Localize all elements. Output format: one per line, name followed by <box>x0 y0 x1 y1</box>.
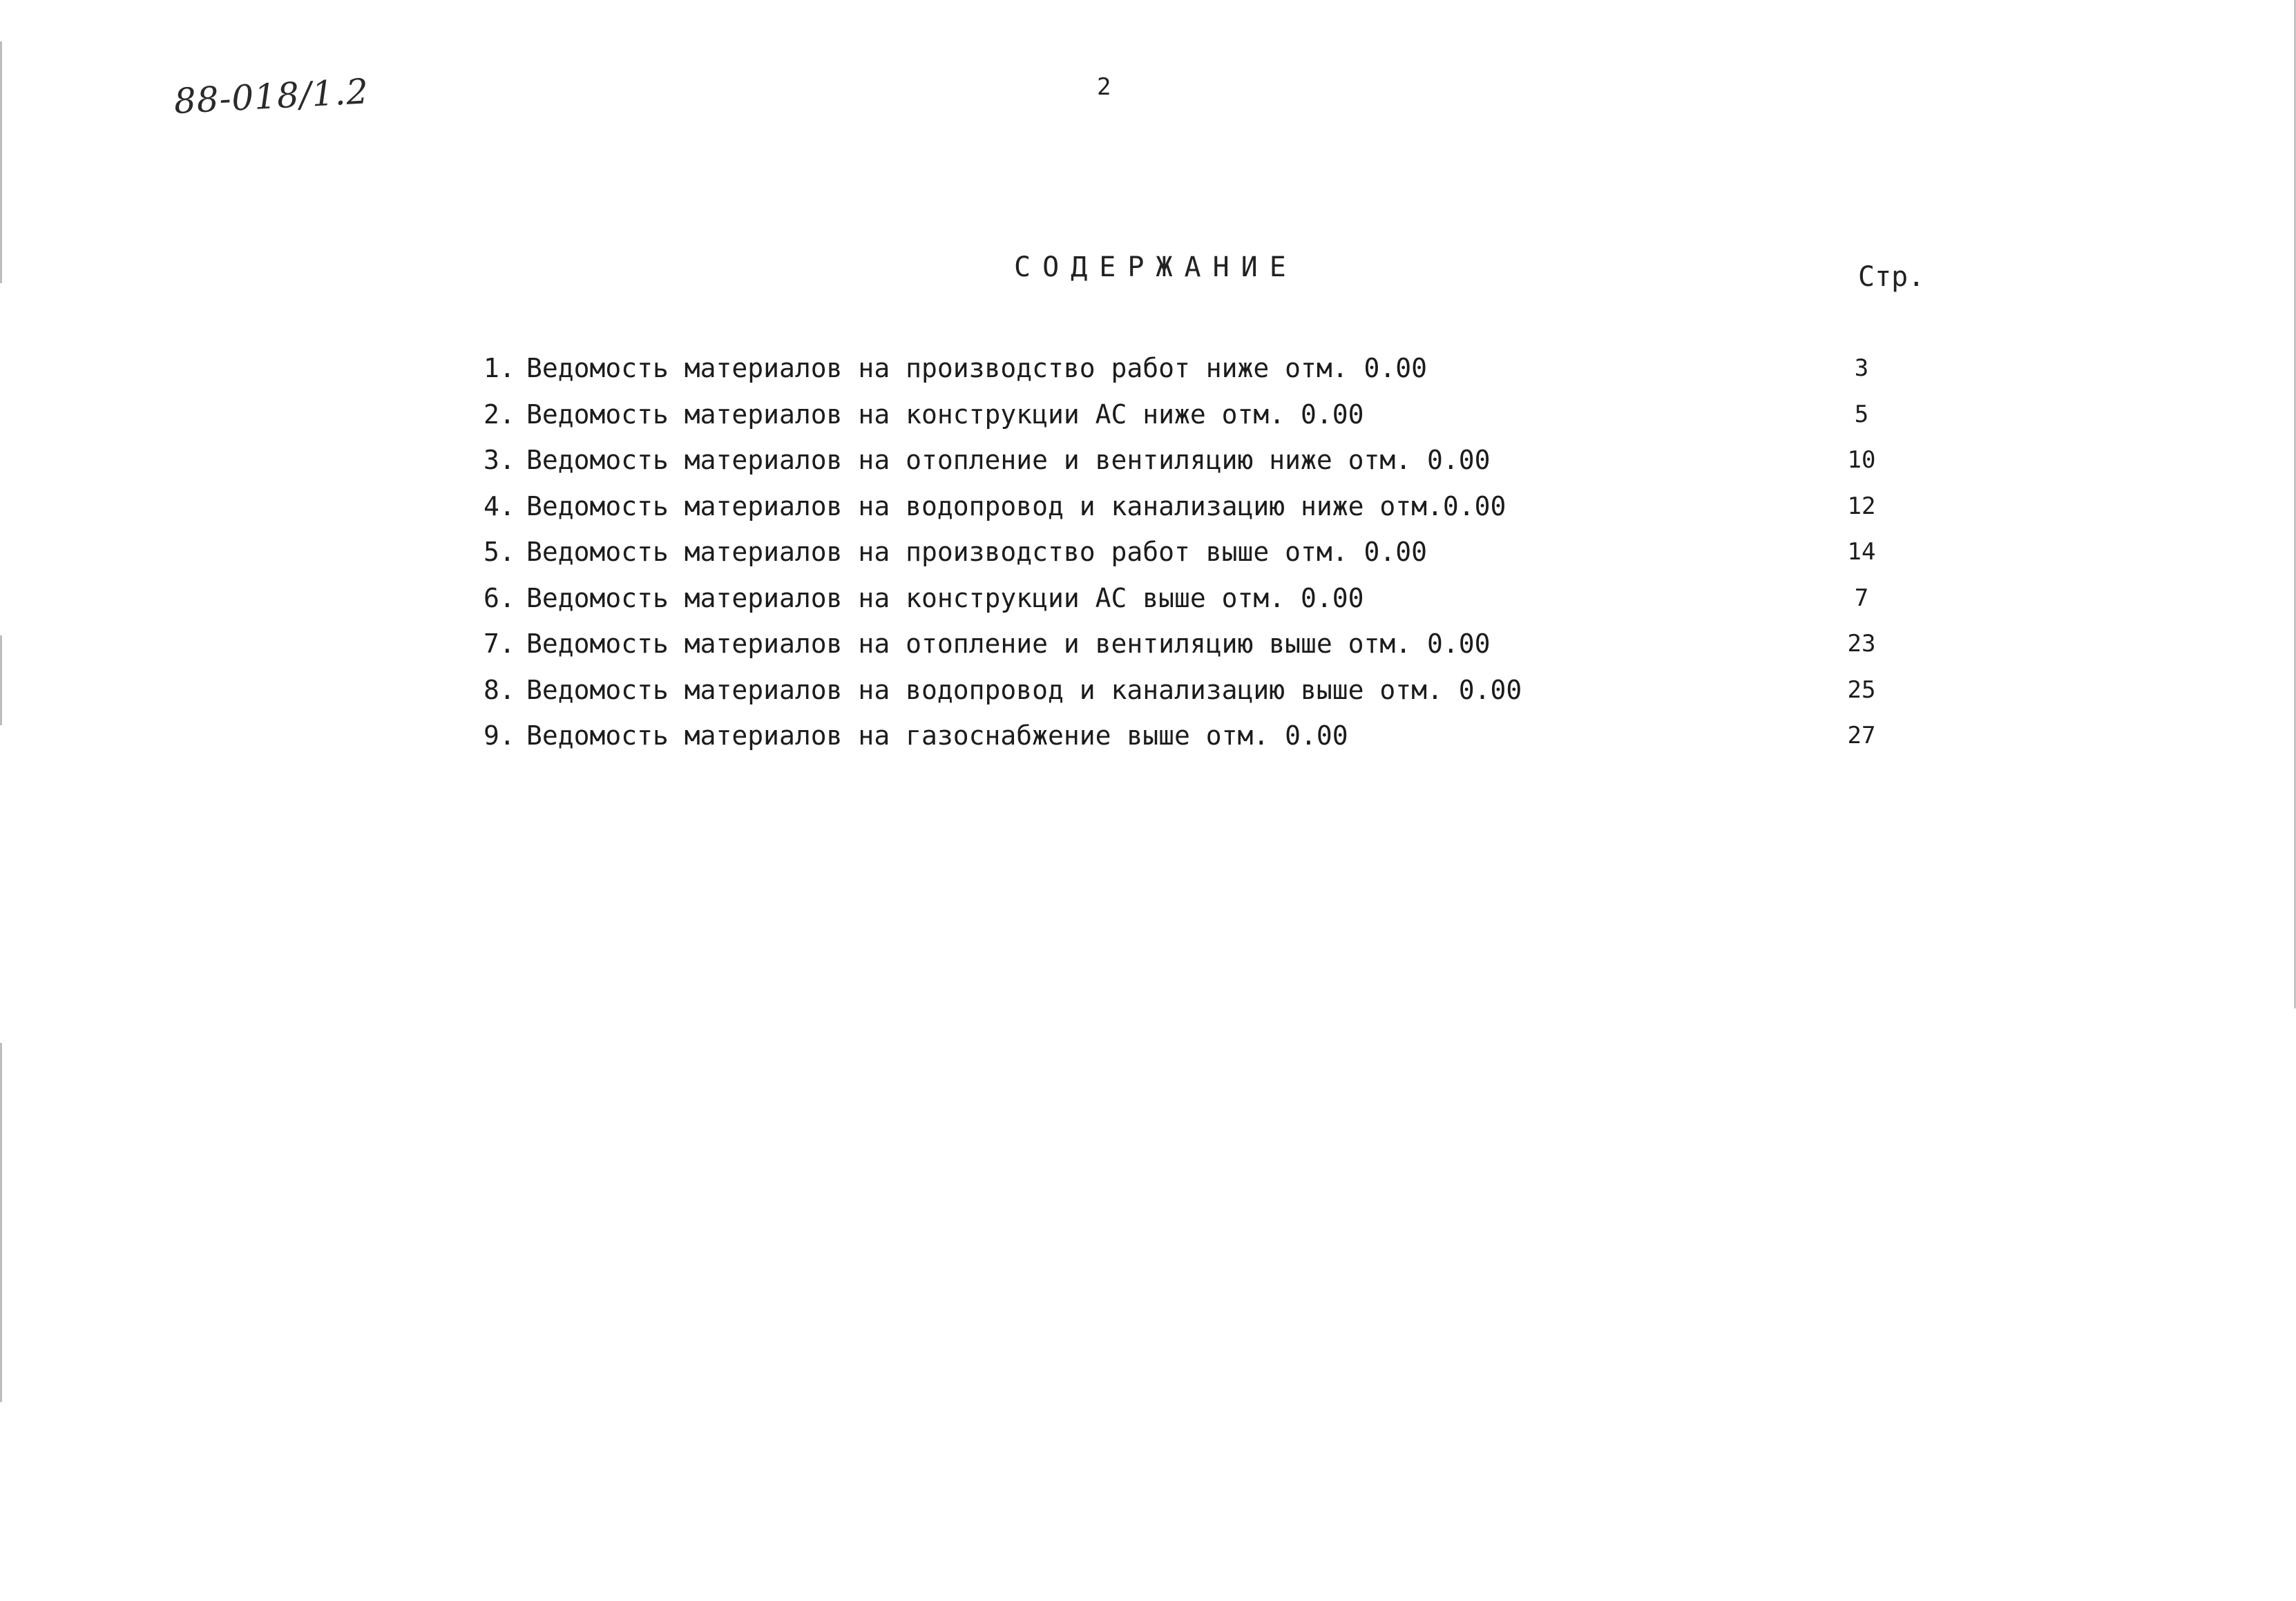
toc-row <box>484 667 1920 713</box>
toc-row <box>484 529 1920 575</box>
toc-row <box>484 437 1920 483</box>
toc-entry-number: 8. <box>484 674 515 705</box>
toc-row <box>484 345 1920 392</box>
toc-entry-number: 5. <box>484 537 515 567</box>
toc-entry-text: Ведомость материалов на конструкции АС ниже отм. 0.00 <box>526 399 1364 430</box>
toc-entry-page: 25 <box>1847 675 1876 704</box>
toc-entry-text: Ведомость материалов на производство работ выше отм. 0.00 <box>526 537 1428 567</box>
toc-entry-number: 6. <box>484 582 515 613</box>
scan-edge-left-bottom <box>0 1043 2 1402</box>
toc-entry <box>484 483 1506 530</box>
toc-entry-number: 2. <box>484 399 515 430</box>
toc-entry-page: 12 <box>1847 492 1876 520</box>
toc-entry-text: Ведомость материалов на водопровод и канализацию ниже отм.0.00 <box>526 490 1506 521</box>
toc-entry-text: Ведомость материалов на конструкции АС выше отм. 0.00 <box>526 582 1364 613</box>
toc-entry <box>484 575 1364 622</box>
toc-entry <box>484 437 1491 483</box>
toc-title: СОДЕРЖАНИЕ <box>1014 251 1298 283</box>
toc-entry <box>484 345 1427 392</box>
toc-entry <box>484 529 1427 575</box>
toc-entry-number: 9. <box>484 720 515 751</box>
page-number: 2 <box>1097 73 1111 101</box>
toc-entry-text: Ведомость материалов на отопление и вентиляцию выше отм. 0.00 <box>526 629 1491 659</box>
toc-row <box>484 483 1920 530</box>
page-column-header: Стр. <box>1858 261 1925 293</box>
toc-entry-text: Ведомость материалов на отопление и вентиляцию ниже отм. 0.00 <box>526 445 1491 475</box>
document-code: 88-018/1.2 <box>173 71 370 122</box>
toc-entry-text: Ведомость материалов на газоснабжение выше отм. 0.00 <box>526 720 1348 751</box>
toc-entry-number: 1. <box>484 353 515 383</box>
toc-entry-text: Ведомость материалов на производство работ ниже отм. 0.00 <box>526 353 1428 383</box>
scan-edge-left-top <box>0 41 2 283</box>
toc-entry-page: 10 <box>1847 446 1876 474</box>
toc-entry-page: 5 <box>1854 400 1869 428</box>
toc-entry <box>484 713 1348 759</box>
toc-entry <box>484 392 1364 438</box>
toc-entry-number: 3. <box>484 445 515 475</box>
toc-row <box>484 575 1920 622</box>
toc-list <box>484 345 1920 759</box>
toc-entry-number: 4. <box>484 490 515 521</box>
toc-entry-page: 27 <box>1847 722 1876 749</box>
toc-entry-page: 23 <box>1847 630 1876 658</box>
toc-entry-number: 7. <box>484 629 515 659</box>
toc-row <box>484 621 1920 667</box>
toc-entry <box>484 621 1491 667</box>
toc-row <box>484 392 1920 438</box>
scan-edge-left-middle <box>0 635 2 725</box>
toc-row <box>484 713 1920 759</box>
toc-entry-text: Ведомость материалов на водопровод и канализацию выше отм. 0.00 <box>526 674 1522 705</box>
toc-entry-page: 14 <box>1847 538 1876 566</box>
toc-entry-page: 7 <box>1854 584 1869 612</box>
toc-entry-page: 3 <box>1854 354 1869 382</box>
toc-entry <box>484 667 1522 713</box>
